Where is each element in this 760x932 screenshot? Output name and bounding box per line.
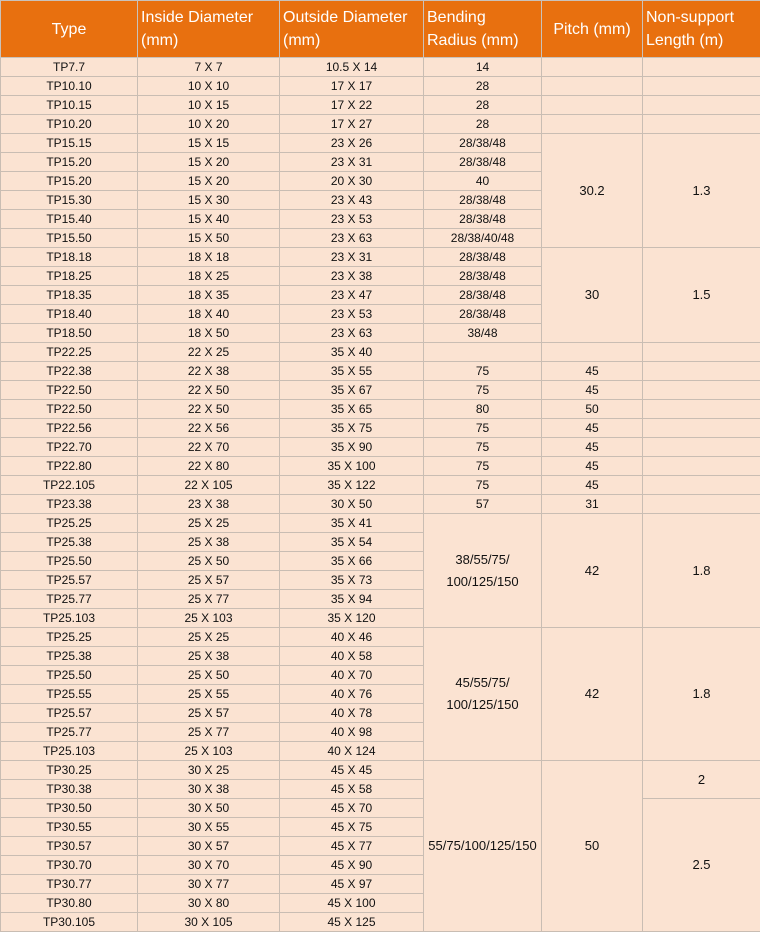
cell-bending: 28/38/48 xyxy=(424,286,542,305)
cell-inside: 22 X 50 xyxy=(138,381,280,400)
cell-pitch-group: 50 xyxy=(542,761,643,932)
cell-length xyxy=(643,381,760,400)
cell-length xyxy=(643,343,760,362)
cell-inside: 30 X 57 xyxy=(138,837,280,856)
cell-type: TP22.56 xyxy=(1,419,138,438)
cell-type: TP18.50 xyxy=(1,324,138,343)
cell-type: TP25.38 xyxy=(1,647,138,666)
cell-type: TP30.25 xyxy=(1,761,138,780)
cell-inside: 25 X 77 xyxy=(138,590,280,609)
cell-outside: 35 X 94 xyxy=(280,590,424,609)
cell-inside: 25 X 103 xyxy=(138,609,280,628)
cell-length-group: 2 xyxy=(643,761,760,799)
cell-type: TP10.20 xyxy=(1,115,138,134)
table-row xyxy=(1,115,760,134)
cell-outside: 35 X 41 xyxy=(280,514,424,533)
cell-pitch: 45 xyxy=(542,362,643,381)
cell-outside: 45 X 90 xyxy=(280,856,424,875)
cell-outside: 35 X 100 xyxy=(280,457,424,476)
cell-type: TP25.25 xyxy=(1,514,138,533)
cell-outside: 40 X 58 xyxy=(280,647,424,666)
cell-outside: 35 X 90 xyxy=(280,438,424,457)
cell-type: TP25.38 xyxy=(1,533,138,552)
cell-type: TP30.55 xyxy=(1,818,138,837)
cell-length-group: 1.5 xyxy=(643,248,760,343)
cell-bending: 28 xyxy=(424,115,542,134)
cell-outside: 17 X 22 xyxy=(280,96,424,115)
cell-type: TP22.25 xyxy=(1,343,138,362)
cell-inside: 30 X 25 xyxy=(138,761,280,780)
cell-pitch: 45 xyxy=(542,457,643,476)
cell-type: TP30.77 xyxy=(1,875,138,894)
cell-type: TP18.18 xyxy=(1,248,138,267)
cell-bending: 75 xyxy=(424,362,542,381)
cell-outside: 23 X 31 xyxy=(280,153,424,172)
header-bending-radius: Bending Radius (mm) xyxy=(424,1,542,58)
cell-bending: 75 xyxy=(424,438,542,457)
cell-type: TP25.77 xyxy=(1,590,138,609)
cell-type: TP15.15 xyxy=(1,134,138,153)
cell-bending-group: 55/75/100/125/150 xyxy=(424,761,542,932)
cell-inside: 25 X 25 xyxy=(138,514,280,533)
table-row xyxy=(1,343,760,362)
cell-inside: 25 X 38 xyxy=(138,647,280,666)
header-row xyxy=(1,1,760,58)
cell-pitch-group: 42 xyxy=(542,514,643,628)
header-pitch: Pitch (mm) xyxy=(542,1,643,58)
cell-outside: 35 X 65 xyxy=(280,400,424,419)
table-row xyxy=(1,400,760,419)
cell-type: TP22.80 xyxy=(1,457,138,476)
cell-type: TP30.57 xyxy=(1,837,138,856)
cell-outside: 40 X 98 xyxy=(280,723,424,742)
cell-bending: 28/38/48 xyxy=(424,248,542,267)
cell-pitch: 45 xyxy=(542,438,643,457)
table-row xyxy=(1,77,760,96)
cell-inside: 10 X 15 xyxy=(138,96,280,115)
cell-pitch xyxy=(542,115,643,134)
cell-inside: 30 X 77 xyxy=(138,875,280,894)
cell-inside: 30 X 38 xyxy=(138,780,280,799)
cell-outside: 23 X 43 xyxy=(280,191,424,210)
cell-bending: 28/38/48 xyxy=(424,191,542,210)
table-row xyxy=(1,58,760,77)
cell-inside: 22 X 50 xyxy=(138,400,280,419)
cell-inside: 30 X 80 xyxy=(138,894,280,913)
cell-inside: 10 X 10 xyxy=(138,77,280,96)
cell-inside: 30 X 105 xyxy=(138,913,280,932)
cell-bending-group: 45/55/75/ 100/125/150 xyxy=(424,628,542,761)
cell-outside: 20 X 30 xyxy=(280,172,424,191)
cell-bending: 38/48 xyxy=(424,324,542,343)
cell-type: TP22.38 xyxy=(1,362,138,381)
cell-pitch: 45 xyxy=(542,476,643,495)
cell-length xyxy=(643,438,760,457)
cell-type: TP30.105 xyxy=(1,913,138,932)
cell-type: TP18.25 xyxy=(1,267,138,286)
cell-length xyxy=(643,362,760,381)
cell-type: TP10.10 xyxy=(1,77,138,96)
table-row xyxy=(1,134,760,153)
cell-outside: 23 X 63 xyxy=(280,229,424,248)
cell-inside: 10 X 20 xyxy=(138,115,280,134)
cell-outside: 17 X 17 xyxy=(280,77,424,96)
cell-outside: 35 X 66 xyxy=(280,552,424,571)
cell-outside: 45 X 70 xyxy=(280,799,424,818)
cell-length xyxy=(643,115,760,134)
cell-inside: 25 X 25 xyxy=(138,628,280,647)
cell-inside: 15 X 20 xyxy=(138,172,280,191)
table-row xyxy=(1,799,760,818)
cell-inside: 22 X 80 xyxy=(138,457,280,476)
cell-pitch-group: 30 xyxy=(542,248,643,343)
cell-inside: 25 X 50 xyxy=(138,666,280,685)
cell-type: TP25.57 xyxy=(1,704,138,723)
table-row xyxy=(1,514,760,533)
cell-length xyxy=(643,96,760,115)
cell-type: TP7.7 xyxy=(1,58,138,77)
cell-length xyxy=(643,419,760,438)
cell-length-group: 1.8 xyxy=(643,628,760,761)
cell-inside: 18 X 18 xyxy=(138,248,280,267)
cell-type: TP30.70 xyxy=(1,856,138,875)
cell-length xyxy=(643,476,760,495)
cell-outside: 23 X 31 xyxy=(280,248,424,267)
cell-inside: 23 X 38 xyxy=(138,495,280,514)
table-row xyxy=(1,761,760,780)
table-row xyxy=(1,419,760,438)
cell-pitch: 31 xyxy=(542,495,643,514)
cell-bending: 28 xyxy=(424,96,542,115)
table-row xyxy=(1,96,760,115)
table-row xyxy=(1,381,760,400)
cell-inside: 7 X 7 xyxy=(138,58,280,77)
table-row xyxy=(1,476,760,495)
cell-bending: 75 xyxy=(424,476,542,495)
cell-inside: 15 X 50 xyxy=(138,229,280,248)
cell-type: TP18.40 xyxy=(1,305,138,324)
cell-bending: 28/38/48 xyxy=(424,305,542,324)
cell-inside: 15 X 20 xyxy=(138,153,280,172)
cell-type: TP15.20 xyxy=(1,172,138,191)
cell-bending: 80 xyxy=(424,400,542,419)
table-row xyxy=(1,362,760,381)
cell-outside: 23 X 47 xyxy=(280,286,424,305)
cell-bending: 28 xyxy=(424,77,542,96)
cell-outside: 45 X 58 xyxy=(280,780,424,799)
cell-type: TP25.103 xyxy=(1,609,138,628)
cell-inside: 15 X 30 xyxy=(138,191,280,210)
table-row xyxy=(1,248,760,267)
cell-inside: 18 X 25 xyxy=(138,267,280,286)
cell-length xyxy=(643,58,760,77)
cell-outside: 45 X 75 xyxy=(280,818,424,837)
cell-type: TP25.55 xyxy=(1,685,138,704)
cell-outside: 23 X 63 xyxy=(280,324,424,343)
cell-inside: 25 X 38 xyxy=(138,533,280,552)
cell-outside: 40 X 76 xyxy=(280,685,424,704)
cell-outside: 35 X 54 xyxy=(280,533,424,552)
cell-inside: 25 X 77 xyxy=(138,723,280,742)
cell-pitch xyxy=(542,77,643,96)
cell-outside: 45 X 125 xyxy=(280,913,424,932)
cell-length-group: 1.8 xyxy=(643,514,760,628)
cell-outside: 23 X 53 xyxy=(280,305,424,324)
cell-type: TP23.38 xyxy=(1,495,138,514)
cell-type: TP22.70 xyxy=(1,438,138,457)
cell-type: TP22.50 xyxy=(1,400,138,419)
cell-pitch xyxy=(542,343,643,362)
cell-bending: 28/38/40/48 xyxy=(424,229,542,248)
cell-bending: 28/38/48 xyxy=(424,134,542,153)
cell-length xyxy=(643,495,760,514)
cell-inside: 22 X 56 xyxy=(138,419,280,438)
cell-length-group: 1.3 xyxy=(643,134,760,248)
cell-outside: 23 X 38 xyxy=(280,267,424,286)
cell-inside: 25 X 55 xyxy=(138,685,280,704)
cell-outside: 35 X 73 xyxy=(280,571,424,590)
cell-outside: 40 X 78 xyxy=(280,704,424,723)
cell-type: TP22.105 xyxy=(1,476,138,495)
table-row xyxy=(1,495,760,514)
cell-outside: 40 X 124 xyxy=(280,742,424,761)
cell-bending xyxy=(424,343,542,362)
cell-type: TP25.57 xyxy=(1,571,138,590)
cell-length-group: 2.5 xyxy=(643,799,760,932)
cell-inside: 30 X 70 xyxy=(138,856,280,875)
cell-type: TP30.38 xyxy=(1,780,138,799)
cell-inside: 22 X 38 xyxy=(138,362,280,381)
cell-bending: 40 xyxy=(424,172,542,191)
header-type: Type xyxy=(1,1,138,58)
cell-bending: 28/38/48 xyxy=(424,267,542,286)
cell-pitch xyxy=(542,96,643,115)
cell-pitch: 45 xyxy=(542,419,643,438)
cell-pitch: 45 xyxy=(542,381,643,400)
cell-type: TP15.20 xyxy=(1,153,138,172)
cell-outside: 35 X 67 xyxy=(280,381,424,400)
cell-outside: 30 X 50 xyxy=(280,495,424,514)
cell-type: TP18.35 xyxy=(1,286,138,305)
cell-outside: 45 X 100 xyxy=(280,894,424,913)
table-row xyxy=(1,628,760,647)
cell-bending: 57 xyxy=(424,495,542,514)
cell-inside: 18 X 35 xyxy=(138,286,280,305)
cell-bending: 75 xyxy=(424,381,542,400)
cell-type: TP30.50 xyxy=(1,799,138,818)
cell-length xyxy=(643,77,760,96)
cell-outside: 35 X 122 xyxy=(280,476,424,495)
table-row xyxy=(1,457,760,476)
cell-outside: 35 X 40 xyxy=(280,343,424,362)
table-row xyxy=(1,438,760,457)
cell-type: TP25.25 xyxy=(1,628,138,647)
cell-bending: 28/38/48 xyxy=(424,153,542,172)
cell-bending: 75 xyxy=(424,419,542,438)
cell-type: TP15.30 xyxy=(1,191,138,210)
header-inside-diameter: Inside Diameter (mm) xyxy=(138,1,280,58)
cell-pitch-group: 30.2 xyxy=(542,134,643,248)
cell-bending: 28/38/48 xyxy=(424,210,542,229)
cell-outside: 23 X 26 xyxy=(280,134,424,153)
cell-type: TP25.77 xyxy=(1,723,138,742)
cell-outside: 35 X 75 xyxy=(280,419,424,438)
cell-outside: 45 X 77 xyxy=(280,837,424,856)
cell-type: TP25.50 xyxy=(1,552,138,571)
cell-inside: 18 X 40 xyxy=(138,305,280,324)
cell-type: TP22.50 xyxy=(1,381,138,400)
cell-inside: 22 X 105 xyxy=(138,476,280,495)
cell-bending: 75 xyxy=(424,457,542,476)
cell-outside: 10.5 X 14 xyxy=(280,58,424,77)
cell-inside: 22 X 25 xyxy=(138,343,280,362)
cell-bending-group: 38/55/75/ 100/125/150 xyxy=(424,514,542,628)
cell-type: TP15.50 xyxy=(1,229,138,248)
cell-outside: 17 X 27 xyxy=(280,115,424,134)
cell-inside: 30 X 50 xyxy=(138,799,280,818)
cell-outside: 40 X 46 xyxy=(280,628,424,647)
cell-outside: 40 X 70 xyxy=(280,666,424,685)
cell-inside: 25 X 50 xyxy=(138,552,280,571)
cell-bending: 14 xyxy=(424,58,542,77)
cell-inside: 22 X 70 xyxy=(138,438,280,457)
cell-type: TP25.50 xyxy=(1,666,138,685)
cell-inside: 25 X 57 xyxy=(138,704,280,723)
cell-pitch-group: 42 xyxy=(542,628,643,761)
cell-type: TP30.80 xyxy=(1,894,138,913)
cell-outside: 23 X 53 xyxy=(280,210,424,229)
cell-inside: 30 X 55 xyxy=(138,818,280,837)
cell-outside: 35 X 55 xyxy=(280,362,424,381)
cell-type: TP10.15 xyxy=(1,96,138,115)
cell-length xyxy=(643,400,760,419)
cell-inside: 18 X 50 xyxy=(138,324,280,343)
cell-inside: 15 X 15 xyxy=(138,134,280,153)
cell-type: TP15.40 xyxy=(1,210,138,229)
cell-outside: 45 X 97 xyxy=(280,875,424,894)
cell-inside: 25 X 57 xyxy=(138,571,280,590)
cell-outside: 45 X 45 xyxy=(280,761,424,780)
header-non-support-length: Non-support Length (m) xyxy=(643,1,760,58)
cell-length xyxy=(643,457,760,476)
cell-pitch: 50 xyxy=(542,400,643,419)
cell-inside: 15 X 40 xyxy=(138,210,280,229)
cell-type: TP25.103 xyxy=(1,742,138,761)
cell-outside: 35 X 120 xyxy=(280,609,424,628)
header-outside-diameter: Outside Diameter (mm) xyxy=(280,1,424,58)
cell-inside: 25 X 103 xyxy=(138,742,280,761)
cell-pitch xyxy=(542,58,643,77)
